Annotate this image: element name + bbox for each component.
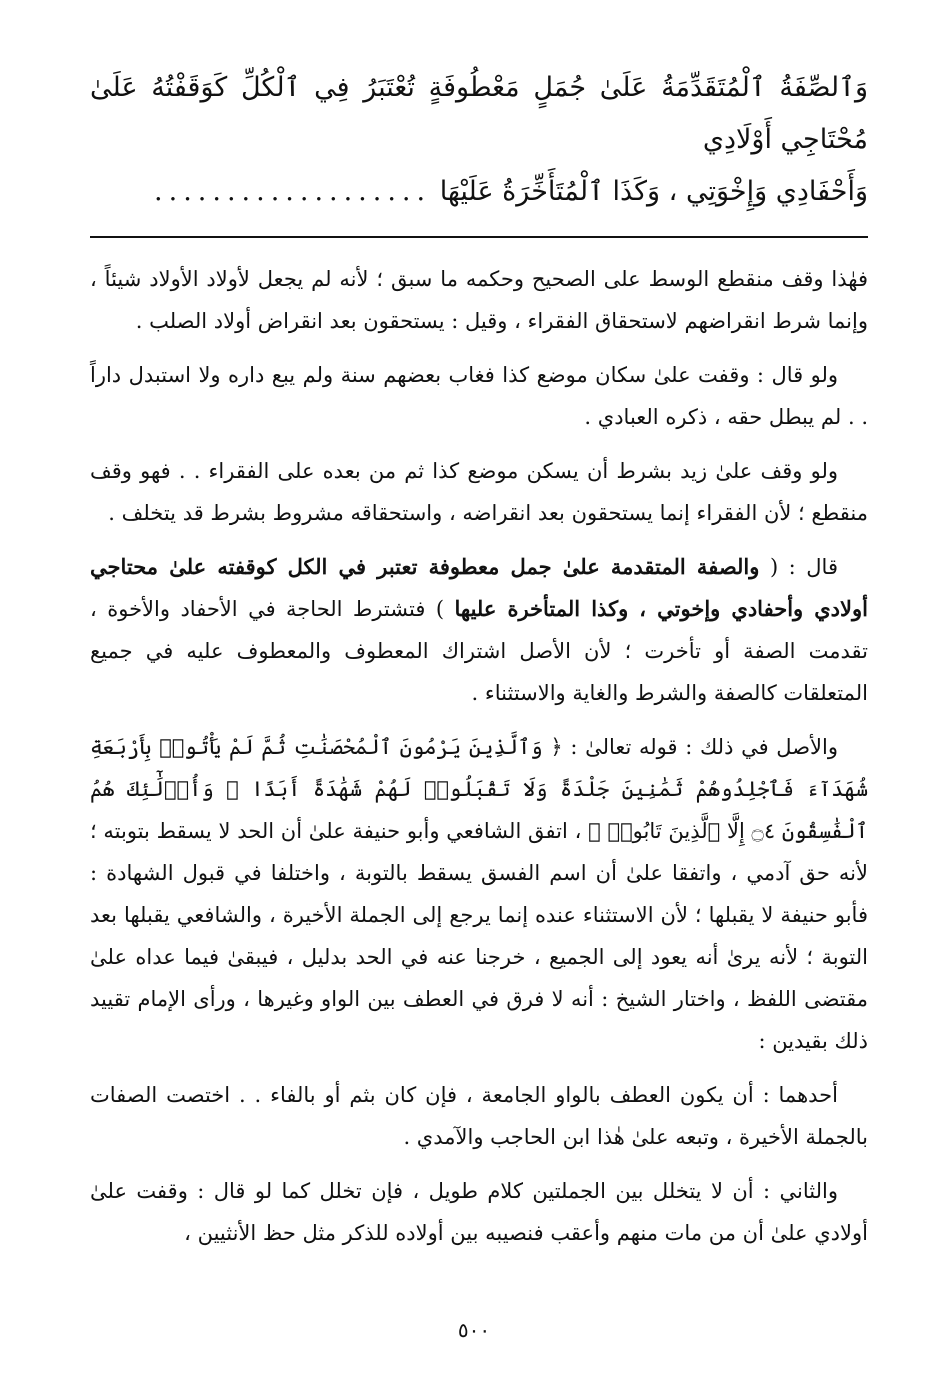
- sharh-text: [90, 258, 868, 1254]
- verse-intro: والأصل في ذلك : قوله تعالىٰ :: [570, 735, 838, 759]
- sharh-paragraph-6: أحدهما : أن يكون العطف بالواو الجامعة ، فإن كان بثم أو بالفاء . . اختصت الصفات بالجملة الأخيرة ، وتبعه علىٰ هٰذا ابن الحاجب والآمدي .: [90, 1083, 868, 1149]
- sharh-paragraph-7: والثاني : أن لا يتخلل بين الجملتين كلام طويل ، فإن تخلل كما لو قال : وقفت علىٰ أولادي علىٰ أن من مات منهم وأعقب فنصيبه بين أولاده للذكر مثل حظ الأنثيين ،: [90, 1179, 868, 1245]
- quote-intro: قال : (: [769, 555, 838, 579]
- page-body: [90, 62, 868, 1266]
- quote-commentary: ) فتشترط الحاجة في الأحفاد والأخوة ، تقدمت الصفة أو تأخرت ؛ لأن الأصل اشتراك المعطوف والمعطوف عليه في جميع المتعلقات كالصفة والشرط والغاية والاستثناء .: [90, 597, 868, 705]
- sharh-paragraph-2: ولو قال : وقفت علىٰ سكان موضع كذا فغاب بعضهم سنة ولم يبع داره ولا استبدل داراً . . لم يبطل حقه ، ذكره العبادي .: [90, 363, 868, 429]
- matn-line-1: وَٱلصِّفَةُ ٱلْمُتَقَدِّمَةُ عَلَىٰ جُمَلٍ مَعْطُوفَةٍ تُعْتَبَرُ فِي ٱلْكُلِّ كَوَقَفْتُهُ عَلَىٰ مُحْتَاجِي أَوْلَادِي: [90, 72, 868, 155]
- separator-rule: [90, 236, 868, 238]
- matn-line-2-text: وَأَحْفَادِي وَإِخْوَتِي ، وَكَذَا ٱلْمُتَأَخِّرَةُ عَلَيْهَا: [439, 176, 868, 207]
- page-number: ٥٠٠: [457, 1318, 491, 1342]
- sharh-paragraph-3: ولو وقف علىٰ زيد بشرط أن يسكن موضع كذا ثم من بعده على الفقراء . . فهو وقف منقطع ؛ لأن الفقراء إنما يستحقون بعد انقراضه ، واستحقاقه مشروط بشرط قد يتخلف .: [90, 459, 868, 525]
- quoted-matn: والصفة المتقدمة علىٰ جمل معطوفة تعتبر في الكل كوقفته علىٰ محتاجي أولادي وأحفادي وإخوتي ، وكذا المتأخرة عليها: [90, 554, 868, 621]
- matn-line-2: [90, 166, 868, 218]
- sharh-paragraph-4: [90, 546, 868, 714]
- quran-verse: ﴿ وَٱلَّذِينَ يَرْمُونَ ٱلْمُحْصَنَٰتِ ثُمَّ لَمْ يَأْتُوا۟ بِأَرْبَعَةِ شُهَدَآءَ فَٱجْلِدُوهُمْ ثَمَٰنِينَ جَلْدَةً وَلَا تَقْبَلُوا۟ لَهُمْ شَهَٰدَةً أَبَدًا ۚ وَأُو۟لَٰٓئِكَ هُمُ ٱلْفَٰسِقُونَ ۝٤ إِلَّا ٱلَّذِينَ تَابُوا۟ ﴾: [90, 735, 869, 843]
- matn-dots: ...................: [154, 176, 432, 207]
- sharh-paragraph-5: [90, 726, 868, 1062]
- matn-text: [90, 62, 868, 218]
- verse-commentary: ، اتفق الشافعي وأبو حنيفة علىٰ أن الحد لا يسقط بتوبته ؛ لأنه حق آدمي ، واتفقا علىٰ أن اسم الفسق يسقط بالتوبة ، واختلفا في قبول الشهادة : فأبو حنيفة لا يقبلها ؛ لأن الاستثناء عنده إنما يرجع إلى الجملة الأخيرة ، والشافعي يقبلها بعد التوبة ؛ لأنه يرىٰ أنه يعود إلى الجميع ، خرجنا عنه في الحد بدليل ، فيبقىٰ فيما عداه علىٰ مقتضى اللفظ ، واختار الشيخ : أنه لا فرق في العطف بين الواو وغيرها ، ورأى الإمام تقييد ذلك بقيدين :: [90, 819, 868, 1053]
- sharh-paragraph-1: فهٰذا وقف منقطع الوسط على الصحيح وحكمه ما سبق ؛ لأنه لم يجعل لأولاد الأولاد شيئاً ، وإنما شرط انقراضهم لاستحقاق الفقراء ، وقيل : يستحقون بعد انقراض أولاد الصلب .: [90, 267, 868, 333]
